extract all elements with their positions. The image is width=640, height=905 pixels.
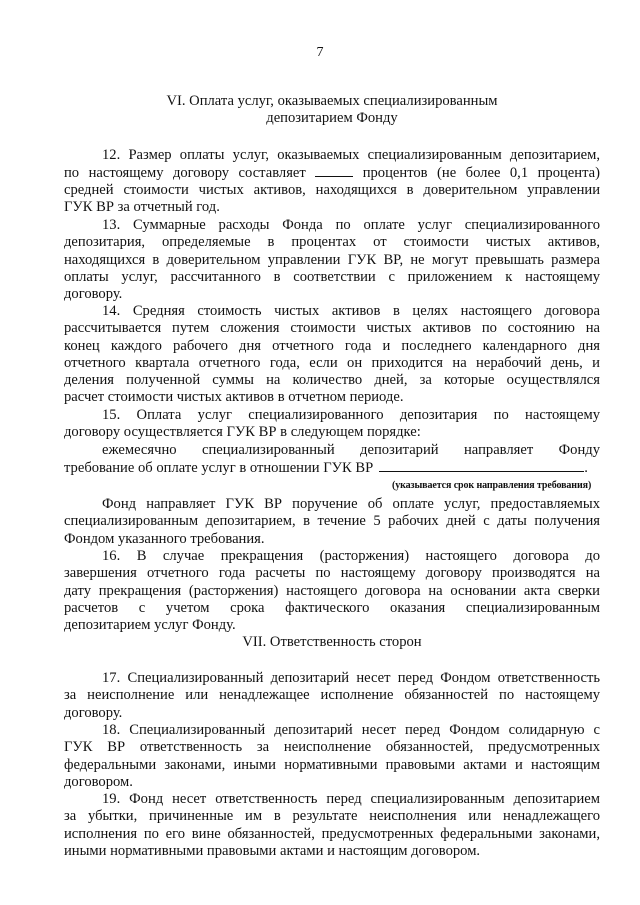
deadline-blank <box>379 459 584 472</box>
deadline-note: (указывается срок направления требования) <box>392 480 592 491</box>
paragraph-17: 17. Специализированный депозитарий несет перед Фондом ответственность за неисполнение или ненадлежащее исполнение обязанностей по настоящему договору. <box>64 670 600 721</box>
section-6-title: VI. Оплата услуг, оказываемых специализированным депозитарием Фонду <box>166 93 498 127</box>
paragraph-18: 18. Специализированный депозитарий несет перед Фондом солидарную с ГУК ВР ответственность за неисполнение обязанностей, предусмотренных федеральными законами, иными нормативными правовыми актами и настоящим договором. <box>64 722 600 790</box>
percent-blank <box>315 164 353 177</box>
paragraph-16: 16. В случае прекращения (расторжения) настоящего договора до завершения отчетного года расчеты по настоящему договору производятся на дату прекращения (расторжения) настоящего договора на основании акта сверки расчетов с учетом срока фактического оказания специализированным депозитарием услуг Фонду. <box>64 548 600 634</box>
paragraph-13: 13. Суммарные расходы Фонда по оплате услуг специализированного депозитария, определяемые в процентах от стоимости чистых активов, находящихся в доверительном управлении ГУК ВР, не могут превышать размера оплаты услуг, рассчитанного в соответствии с приложением к настоящему договору. <box>64 217 600 303</box>
section-7-title: VII. Ответственность сторон <box>242 634 422 650</box>
page-number: 7 <box>316 45 324 60</box>
paragraph-19: 19. Фонд несет ответственность перед специализированным депозитарием за убытки, причиненные им в результате неисполнения или ненадлежащего исполнения по его вине обязанностей, предусмотренных федеральными законами, иными нормативными правовыми актами и настоящим договором. <box>64 791 600 859</box>
paragraph-12: 12. Размер оплаты услуг, оказываемых специализированным депозитарием, по настоящему договору составляет процентов (не более 0,1 процента) средней стоимости чистых активов, находящихся в доверительном управлении ГУК ВР за отчетный год. <box>64 147 600 215</box>
paragraph-14: 14. Средняя стоимость чистых активов в целях настоящего договора рассчитывается путем сложения стоимости чистых активов по состоянию на конец каждого рабочего дня отчетного года и последнего календарного дня отчетного квартала отчетного года, если он приходится на нерабочий день, и деления полученной суммы на количество дней, за которые осуществлялся расчет стоимости чистых активов в отчетном периоде. <box>64 303 600 406</box>
paragraph-15: 15. Оплата услуг специализированного депозитария по настоящему договору осуществляется ГУК ВР в следующем порядке: ежемесячно специализированный депозитарий направляет Фонду требование об оплате услуг в отношении ГУК ВР . <box>64 407 600 476</box>
requirement-line: требование об оплате услуг в отношении ГУК ВР . <box>64 459 588 476</box>
paragraph-15-continued: Фонд направляет ГУК ВР поручение об оплате услуг, предоставляемых специализированным депозитарием, в течение 5 рабочих дней с даты получения Фондом указанного требования. <box>64 496 600 547</box>
paragraph-12-line-2: по настоящему договору составляет процентов (не более 0,1 процента) <box>64 165 600 182</box>
